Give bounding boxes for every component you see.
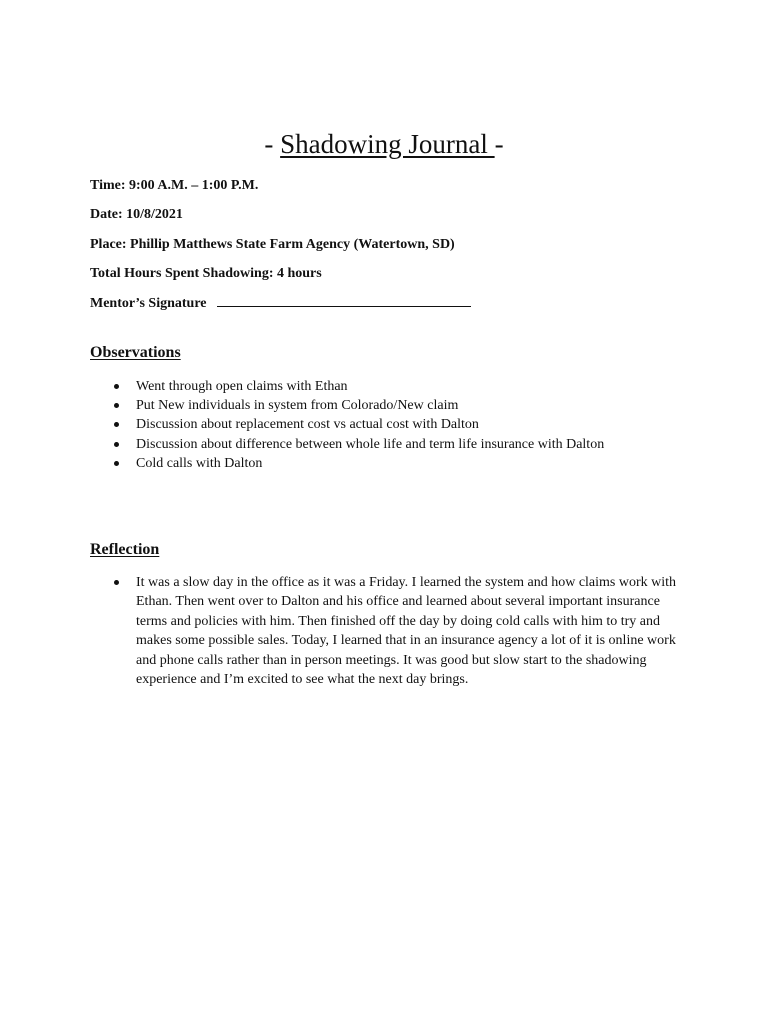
bullet-icon: [114, 461, 119, 466]
time-line: Time: 9:00 A.M. – 1:00 P.M.: [90, 178, 259, 193]
signature-line: [217, 294, 471, 307]
hours-line: Total Hours Spent Shadowing: 4 hours: [90, 266, 322, 281]
signature-label: Mentor’s Signature: [90, 296, 207, 311]
list-item: Discussion about replacement cost vs actual cost with Dalton: [90, 415, 690, 434]
signature-row: [90, 294, 471, 313]
page-title: [0, 124, 768, 164]
list-item: Cold calls with Dalton: [90, 454, 690, 473]
title-suffix: -: [494, 129, 504, 159]
bullet-icon: [114, 442, 119, 447]
bullet-icon: [114, 580, 119, 585]
list-item: Put New individuals in system from Colorado/New claim: [90, 396, 690, 415]
list-item: Discussion about difference between whole life and term life insurance with Dalton: [90, 435, 690, 454]
reflection-heading: Reflection: [90, 541, 160, 558]
place-line: Place: Phillip Matthews State Farm Agency (Watertown, SD): [90, 237, 455, 252]
title-prefix: -: [264, 129, 281, 159]
bullet-icon: [114, 422, 119, 427]
title-text: Shadowing Journal: [280, 129, 495, 159]
date-line: Date: 10/8/2021: [90, 207, 183, 222]
observations-heading: Observations: [90, 344, 181, 361]
bullet-icon: [114, 403, 119, 408]
reflection-paragraph: It was a slow day in the office as it was a Friday. I learned the system and how claims work with Ethan. Then went over to Dalton and his office and learned about several important insurance terms and policies with him. Then finished off the day by doing cold calls with him to try and makes some possible sales. Today, I learned that in an insurance agency a lot of it is online work and phone calls rather than in person meetings. It was good but slow start to the shadowing experience and I’m excited to see what the next day brings.: [136, 575, 677, 688]
bullet-icon: [114, 384, 119, 389]
list-item: Went through open claims with Ethan: [90, 377, 690, 396]
reflection-list: [90, 573, 690, 689]
observations-list: [90, 377, 690, 473]
